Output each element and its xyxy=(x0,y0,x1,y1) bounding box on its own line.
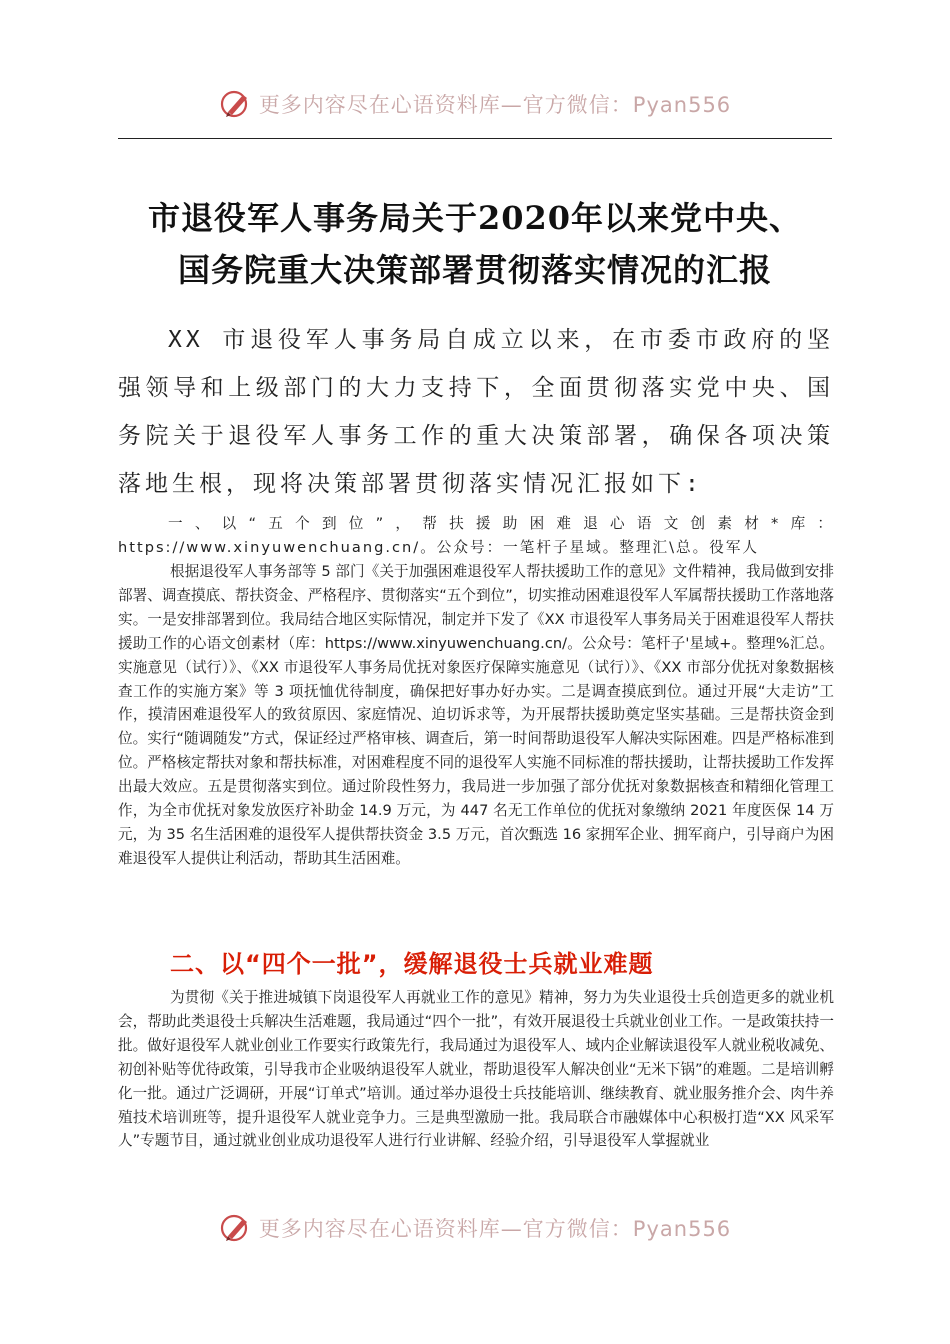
header-banner-text: 更多内容尽在心语资料库—官方微信：Pyan556 xyxy=(258,93,732,117)
title-line-1: 市退役军人事务局关于2020年以来党中央、 xyxy=(147,199,803,237)
pen-logo-icon xyxy=(219,1211,253,1245)
header-rule xyxy=(118,138,832,139)
section-2-heading: 二、以“四个一批”，缓解退役士兵就业难题 xyxy=(170,950,654,978)
title-line-2: 国务院重大决策部署贯彻落实情况的汇报 xyxy=(177,251,772,289)
footer-banner xyxy=(0,1208,950,1248)
section-1-body: 根据退役军人事务部等 5 部门《关于加强困难退役军人帮扶援助工作的意见》文件精神，我局做到安排部署、调查摸底、帮扶资金、严格程序、贯彻落实“五个到位”，切实推动困难退役军人军属帮扶援助工作落地落实。一是安排部署到位。我局结合地区实际情况，制定并下发了《XX 市退役军人事务局关于困难退役军人帮扶援助工作的心语文创素材（库：https://www.xinyuwenchuang.cn/。公众号：笔杆子'星域+。整理%汇总。实施意见（试行）》、《XX 市退役军人事务局优抚对象医疗保障实施意见（试行）》、《XX 市部分优抚对象数据核查工作的实施方案》等 3 项抚恤优待制度，确保把好事办好办实。二是调查摸底到位。通过开展“大走访”工作，摸清困难退役军人的致贫原因、家庭情况、迫切诉求等，为开展帮扶援助奠定坚实基础。三是帮扶资金到位。实行“随调随发”方式，保证经过严格审核、调查后，第一时间帮助退役军人解决实际困难。四是严格标准到位。严格核定帮扶对象和帮扶标准，对困难程度不同的退役军人实施不同标准的帮扶援助，让帮扶援助工作发挥出最大效应。五是贯彻落实到位。通过阶段性努力，我局进一步加强了部分优抚对象数据核查和精细化管理工作，为全市优抚对象发放医疗补助金 14.9 万元，为 447 名无工作单位的优抚对象缴纳 2021 年度医保 14 万元，为 35 名生活困难的退役军人提供帮扶资金 3.5 万元，首次甄选 16 家拥军企业、拥军商户，引导商户为困难退役军人提供让利活动，帮助其生活困难。 xyxy=(118,563,834,867)
footer-banner-text: 更多内容尽在心语资料库—官方微信：Pyan556 xyxy=(258,1217,732,1241)
lead-paragraph xyxy=(118,316,834,508)
lead-text: XX 市退役军人事务局自成立以来，在市委市政府的坚强领导和上级部门的大力支持下，全面贯彻落实党中央、国务院关于退役军人事务工作的重大决策部署，确保各项决策落地生根，现将决策部署贯彻落实情况汇报如下: xyxy=(118,327,834,497)
section-1-heading: 一、以“五个到位”，帮扶援助困难退心语文创素材*库：https://www.xinyuwenchuang.cn/。公众号：一笔杆子星域。整理汇\总。役军人 xyxy=(118,515,834,556)
pen-logo-icon xyxy=(219,87,253,121)
document-title xyxy=(118,192,832,296)
header-banner xyxy=(0,84,950,124)
section-2-body: 为贯彻《关于推进城镇下岗退役军人再就业工作的意见》精神，努力为失业退役士兵创造更多的就业机会，帮助此类退役士兵解决生活难题，我局通过“四个一批”，有效开展退役士兵就业创业工作。一是政策扶持一批。做好退役军人就业创业工作要实行政策先行，我局通过为退役军人、域内企业解读退役军人就业税收减免、初创补贴等优待政策，引导我市企业吸纳退役军人就业，帮助退役军人解决创业“无米下锅”的难题。二是培训孵化一批。通过广泛调研，开展“订单式”培训。通过举办退役士兵技能培训、继续教育、就业服务推介会、肉牛养殖技术培训班等，提升退役军人就业竞争力。三是典型激励一批。我局联合市融媒体中心积极打造“XX 风采军人”专题节目，通过就业创业成功退役军人进行行业讲解、经验介绍，引导退役军人掌握就业 xyxy=(118,989,834,1150)
